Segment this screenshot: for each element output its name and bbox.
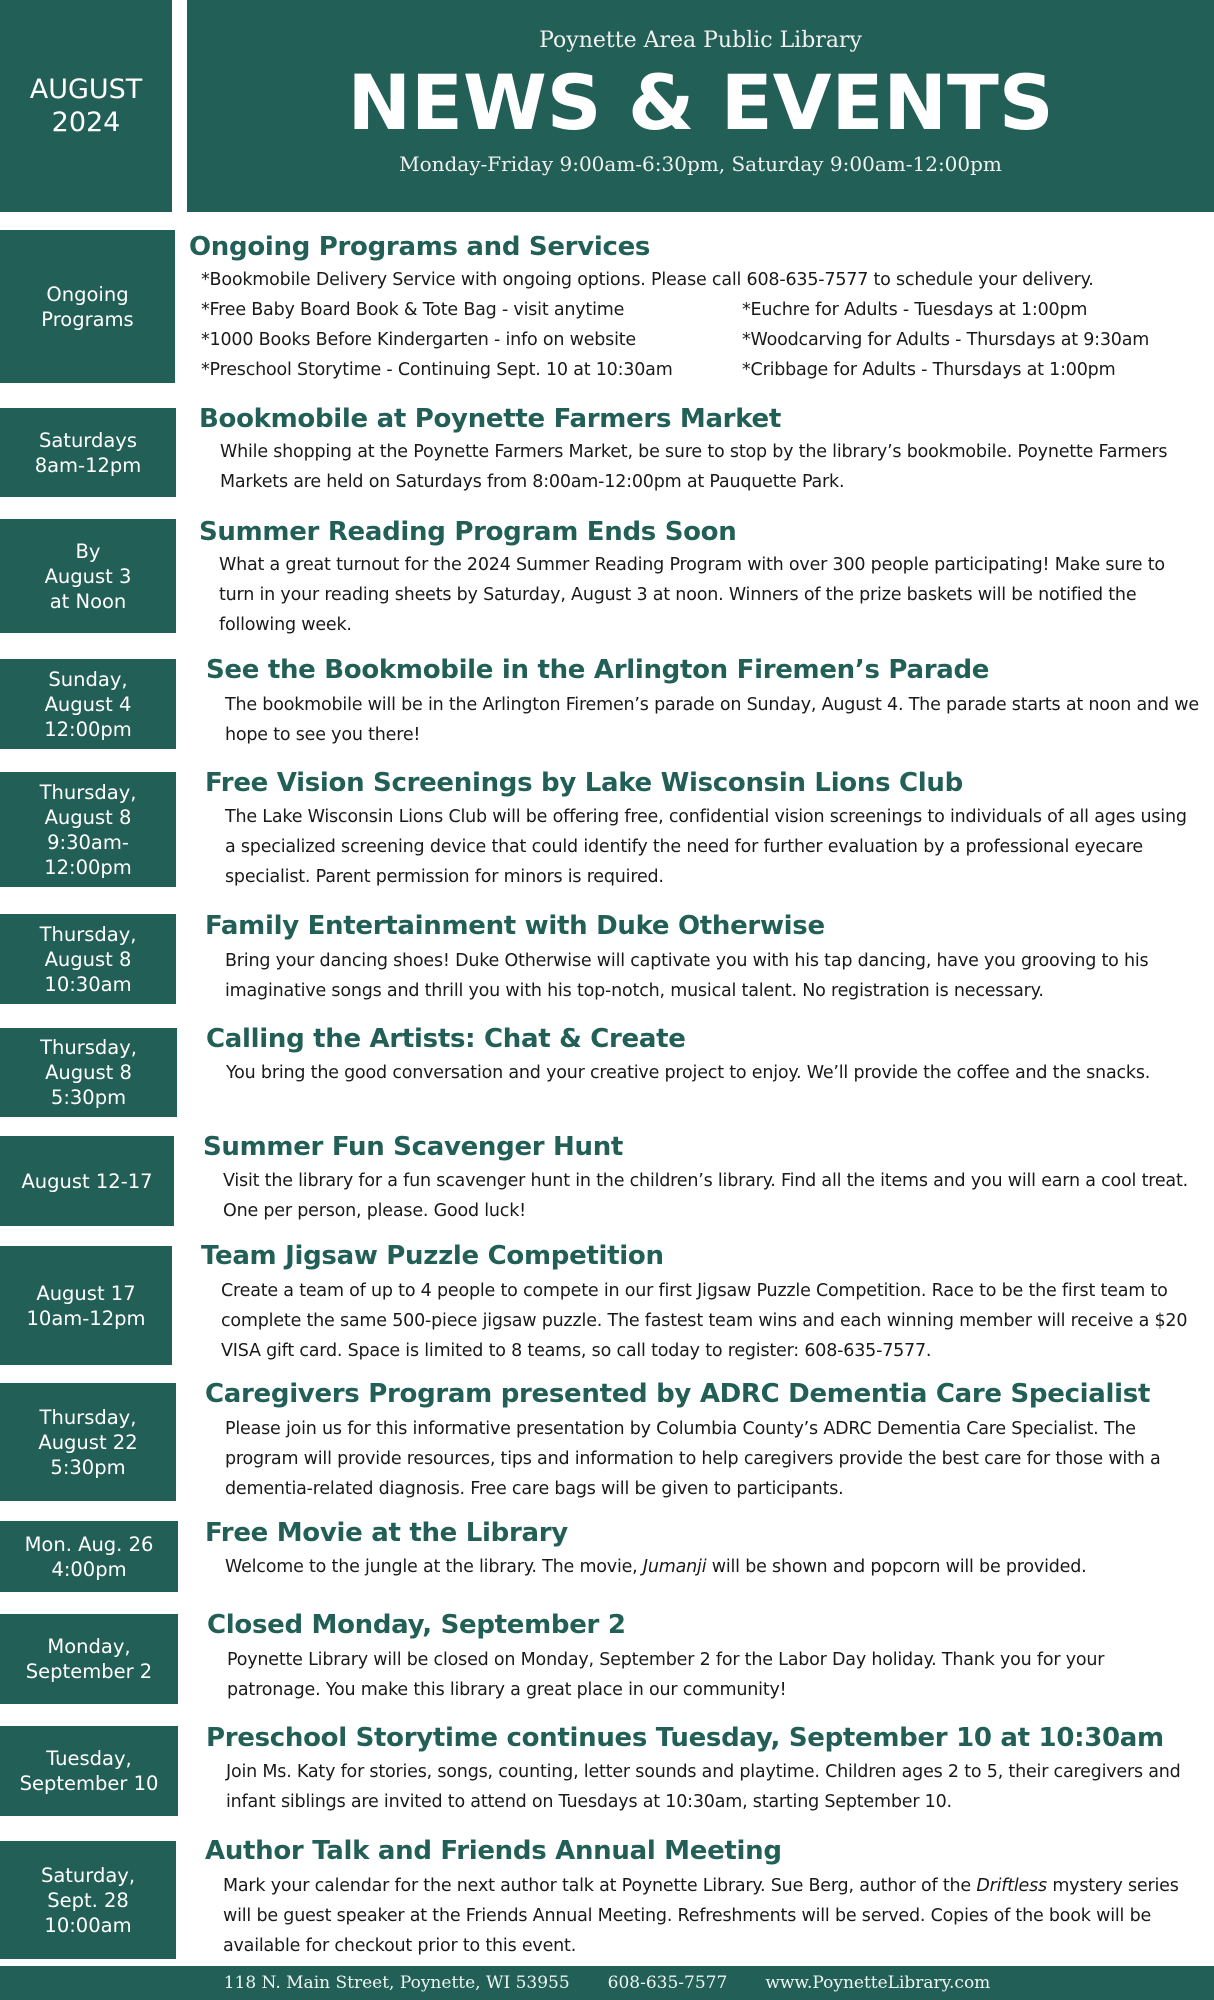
event-title: Calling the Artists: Chat & Create (206, 1024, 686, 1054)
footer-phone: 608-635-7577 (607, 1973, 728, 1993)
library-hours: Monday-Friday 9:00am-6:30pm, Saturday 9:00am-12:00pm (399, 152, 1002, 176)
event-date: Thursday, August 22 5:30pm (0, 1383, 176, 1501)
event-body: The Lake Wisconsin Lions Club will be offering free, confidential vision screenings to individuals of all ages using a specialized screening device that could identify the need for further evaluation by a professional eyecare specialist. Parent permission for minors is required. (225, 807, 1187, 887)
event-date: Saturday, Sept. 28 10:00am (0, 1841, 176, 1959)
event-date: Tuesday, September 10 (0, 1726, 178, 1816)
event-date: Thursday, August 8 5:30pm (0, 1028, 177, 1117)
event-body (225, 1552, 1207, 1582)
ongoing-left-item: *1000 Books Before Kindergarten - info on website (201, 330, 636, 350)
event-body-text: Welcome to the jungle at the library. The movie, (225, 1557, 643, 1577)
event-title: Author Talk and Friends Annual Meeting (205, 1836, 782, 1866)
header-banner (187, 0, 1214, 212)
event-body-text: will be shown and popcorn will be provided. (706, 1557, 1087, 1577)
event-title: Preschool Storytime continues Tuesday, September 10 at 10:30am (206, 1723, 1164, 1753)
event-title: See the Bookmobile in the Arlington Firemen’s Parade (206, 655, 990, 685)
event-date: Mon. Aug. 26 4:00pm (0, 1521, 178, 1592)
event-date: By August 3 at Noon (0, 519, 176, 633)
event-body: Join Ms. Katy for stories, songs, counting, letter sounds and playtime. Children ages 2 to 5, their caregivers and infant siblings are invited to attend on Tuesdays at 10:30am, starting September 10. (226, 1762, 1181, 1812)
ongoing-right-item: *Woodcarving for Adults - Thursdays at 9:30am (742, 330, 1150, 350)
ongoing-left-item: *Free Baby Board Book & Tote Bag - visit anytime (201, 300, 625, 320)
event-body: The bookmobile will be in the Arlington Firemen’s parade on Sunday, August 4. The parade starts at noon and we hope to see you there! (225, 695, 1199, 745)
event-date: Sunday, August 4 12:00pm (0, 659, 176, 749)
event-title: Free Movie at the Library (205, 1518, 568, 1548)
event-title: Bookmobile at Poynette Farmers Market (199, 404, 781, 434)
event-body: Bring your dancing shoes! Duke Otherwise will captivate you with his tap dancing, have you grooving to his imaginative songs and thrill you with his top-notch, musical talent. No registration is necessary. (225, 951, 1149, 1001)
event-date: Saturdays 8am-12pm (0, 408, 176, 497)
event-title: Team Jigsaw Puzzle Competition (201, 1241, 664, 1271)
ongoing-right-item: *Euchre for Adults - Tuesdays at 1:00pm (742, 300, 1088, 320)
event-date: Thursday, August 8 10:30am (0, 914, 176, 1004)
event-date: August 17 10am-12pm (0, 1246, 172, 1365)
event-body: What a great turnout for the 2024 Summer Reading Program with over 300 people participating! Make sure to turn in your reading sheets by Saturday, August 3 at noon. Winners of the prize baskets will be notified the following week. (219, 555, 1165, 635)
event-body: Poynette Library will be closed on Monday, September 2 for the Labor Day holiday. Thank you for your patronage. You make this library a great place in our community! (227, 1650, 1105, 1700)
event-body: Please join us for this informative presentation by Columbia County’s ADRC Dementia Care Specialist. The program will provide resources, tips and information to help caregivers provide the best care for those with a dementia-related diagnosis. Free care bags will be given to participants. (225, 1419, 1161, 1499)
ongoing-left-item: *Preschool Storytime - Continuing Sept. 10 at 10:30am (201, 360, 673, 380)
event-body: You bring the good conversation and your creative project to enjoy. We’ll provide the coffee and the snacks. (226, 1063, 1151, 1083)
ongoing-right-item: *Cribbage for Adults - Thursdays at 1:00pm (742, 360, 1116, 380)
event-date: Thursday, August 8 9:30am- 12:00pm (0, 772, 176, 887)
library-name: Poynette Area Public Library (539, 28, 862, 53)
ongoing-side-label: Ongoing Programs (0, 230, 175, 383)
event-title: Summer Fun Scavenger Hunt (203, 1132, 624, 1162)
footer-website: www.PoynetteLibrary.com (765, 1973, 991, 1993)
event-body-text: Mark your calendar for the next author talk at Poynette Library. Sue Berg, author of the (223, 1876, 977, 1896)
event-date: August 12-17 (0, 1136, 174, 1226)
event-title: Caregivers Program presented by ADRC Dementia Care Specialist (205, 1379, 1151, 1409)
event-title: Closed Monday, September 2 (207, 1610, 626, 1640)
event-body: While shopping at the Poynette Farmers Market, be sure to stop by the library’s bookmobile. Poynette Farmers Markets are held on Saturdays from 8:00am-12:00pm at Pauquette Park. (220, 442, 1168, 492)
month-banner (0, 0, 172, 212)
movie-title: Jumanji (642, 1557, 707, 1577)
footer-address: 118 N. Main Street, Poynette, WI 53955 (223, 1973, 570, 1993)
year-label: 2024 (51, 107, 121, 138)
event-title: Summer Reading Program Ends Soon (199, 517, 737, 547)
event-title: Family Entertainment with Duke Otherwise (205, 911, 825, 941)
series-title: Driftless (976, 1876, 1047, 1896)
event-title: Free Vision Screenings by Lake Wisconsin Lions Club (205, 768, 963, 798)
event-body-text: mystery series will be guest speaker at the Friends Annual Meeting. Refreshments will be served. Copies of the book will be available for checkout prior to this event. (223, 1876, 1179, 1956)
ongoing-first-line: *Bookmobile Delivery Service with ongoing options. Please call 608-635-7577 to schedule your delivery. (201, 270, 1094, 290)
footer-bar (0, 1966, 1214, 2000)
page-title: NEWS & EVENTS (347, 58, 1054, 147)
ongoing-title: Ongoing Programs and Services (189, 232, 651, 262)
month-label: AUGUST (29, 74, 143, 105)
event-body: Create a team of up to 4 people to compete in our first Jigsaw Puzzle Competition. Race to be the first team to complete the same 500-piece jigsaw puzzle. The fastest team wins and each winning member will receive a $20 VISA gift card. Space is limited to 8 teams, so call today to register: 608-635-7577. (221, 1281, 1188, 1361)
event-body (223, 1871, 1203, 1961)
event-date: Monday, September 2 (0, 1614, 178, 1704)
event-body: Visit the library for a fun scavenger hunt in the children’s library. Find all the items and you will earn a cool treat. One per person, please. Good luck! (223, 1171, 1188, 1221)
